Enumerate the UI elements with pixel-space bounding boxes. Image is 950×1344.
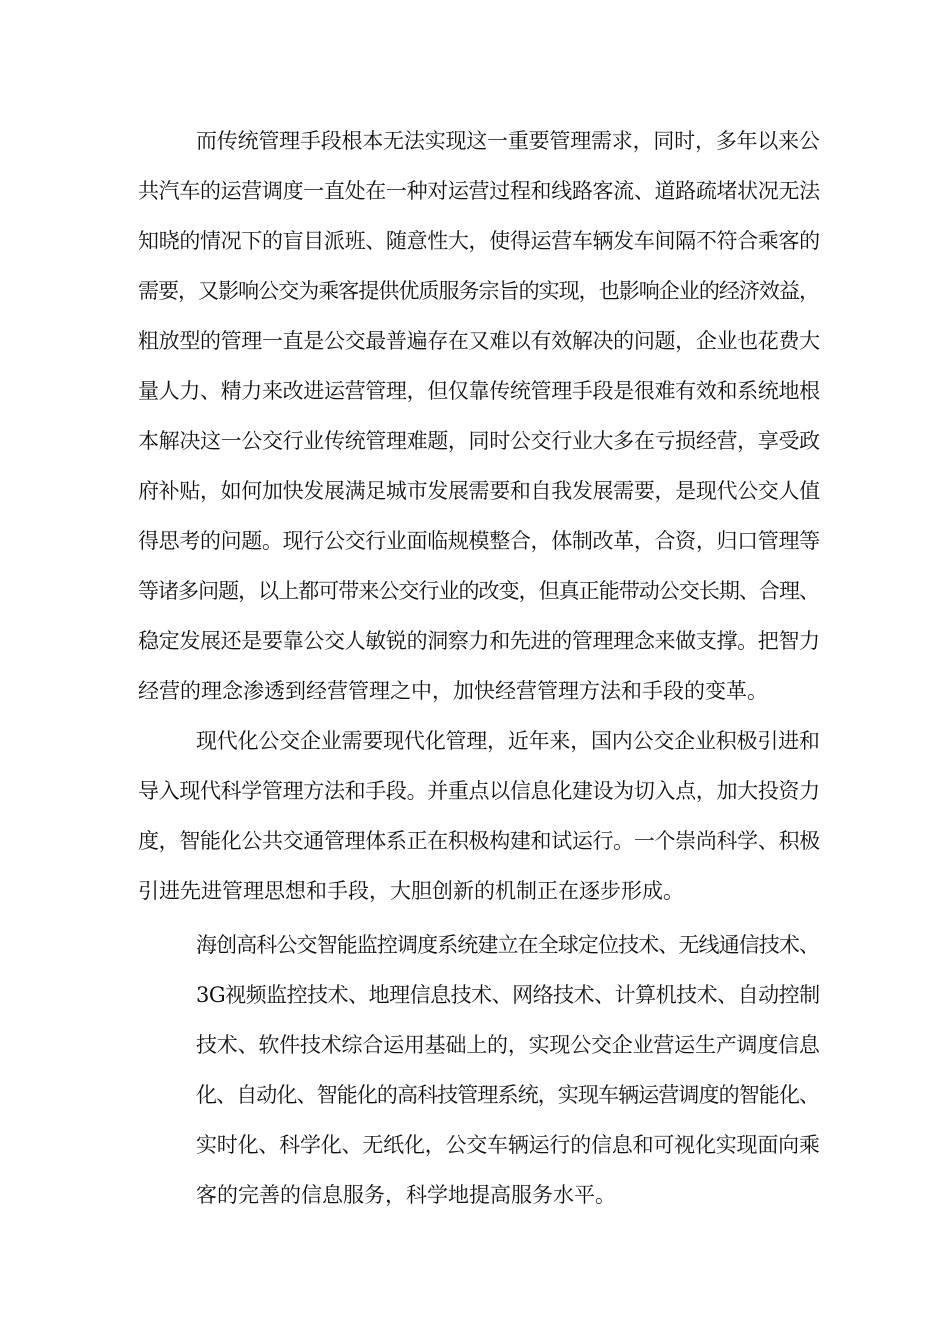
paragraph-1-line-10: 等诸多问题，以上都可带来公交行业的改变，但真正能带动公交长期、合理、 [138,579,820,603]
paragraph-1-line-4: 需要，又影响公交为乘客提供优质服务宗旨的实现，也影响企业的经济效益， [138,279,820,303]
paragraph-1-line-1: 而传统管理手段根本无法实现这一重要管理需求，同时，多年以来公 [196,129,820,153]
paragraph-1-line-2: 共汽车的运营调度一直处在一种对运营过程和线路客流、道路疏堵状况无法 [138,179,820,203]
paragraph-3-line-5: 实时化、科学化、无纸化，公交车辆运行的信息和可视化实现面向乘 [196,1133,820,1157]
paragraph-1-line-6: 量人力、精力来改进运营管理，但仅靠传统管理手段是很难有效和系统地根 [138,379,820,403]
paragraph-1-line-12: 经营的理念渗透到经营管理之中，加快经营管理方法和手段的变革。 [138,679,768,703]
paragraph-3-line-1: 海创高科公交智能监控调度系统建立在全球定位技术、无线通信技术、 [196,933,820,957]
paragraph-3-line-3: 技术、软件技术综合运用基础上的，实现公交企业营运生产调度信息 [196,1033,820,1057]
paragraph-2-line-1: 现代化公交企业需要现代化管理，近年来，国内公交企业积极引进和 [196,729,820,753]
paragraph-3-line-2: 3G视频监控技术、地理信息技术、网络技术、计算机技术、自动控制 [196,983,820,1007]
paragraph-1-line-7: 本解决这一公交行业传统管理难题，同时公交行业大多在亏损经营，享受政 [138,429,820,453]
paragraph-3-line-4: 化、自动化、智能化的高科技管理系统，实现车辆运营调度的智能化、 [196,1083,820,1107]
paragraph-3-line-6: 客的完善的信息服务，科学地提高服务水平。 [196,1183,616,1207]
paragraph-1-line-5: 粗放型的管理一直是公交最普遍存在又难以有效解决的问题，企业也花费大 [138,329,820,353]
paragraph-1-line-11: 稳定发展还是要靠公交人敏锐的洞察力和先进的管理理念来做支撑。把智力 [138,629,820,653]
paragraph-2-line-2: 导入现代科学管理方法和手段。并重点以信息化建设为切入点，加大投资力 [138,779,820,803]
paragraph-1-line-3: 知晓的情况下的盲目派班、随意性大，使得运营车辆发车间隔不符合乘客的 [138,229,820,253]
paragraph-1-line-8: 府补贴，如何加快发展满足城市发展需要和自我发展需要，是现代公交人值 [138,479,820,503]
paragraph-2-line-4: 引进先进管理思想和手段，大胆创新的机制正在逐步形成。 [138,879,684,903]
paragraph-2-line-3: 度，智能化公共交通管理体系正在积极构建和试运行。一个崇尚科学、积极 [138,829,820,853]
paragraph-1-line-9: 得思考的问题。现行公交行业面临规模整合，体制改革，合资，归口管理等 [138,529,820,553]
